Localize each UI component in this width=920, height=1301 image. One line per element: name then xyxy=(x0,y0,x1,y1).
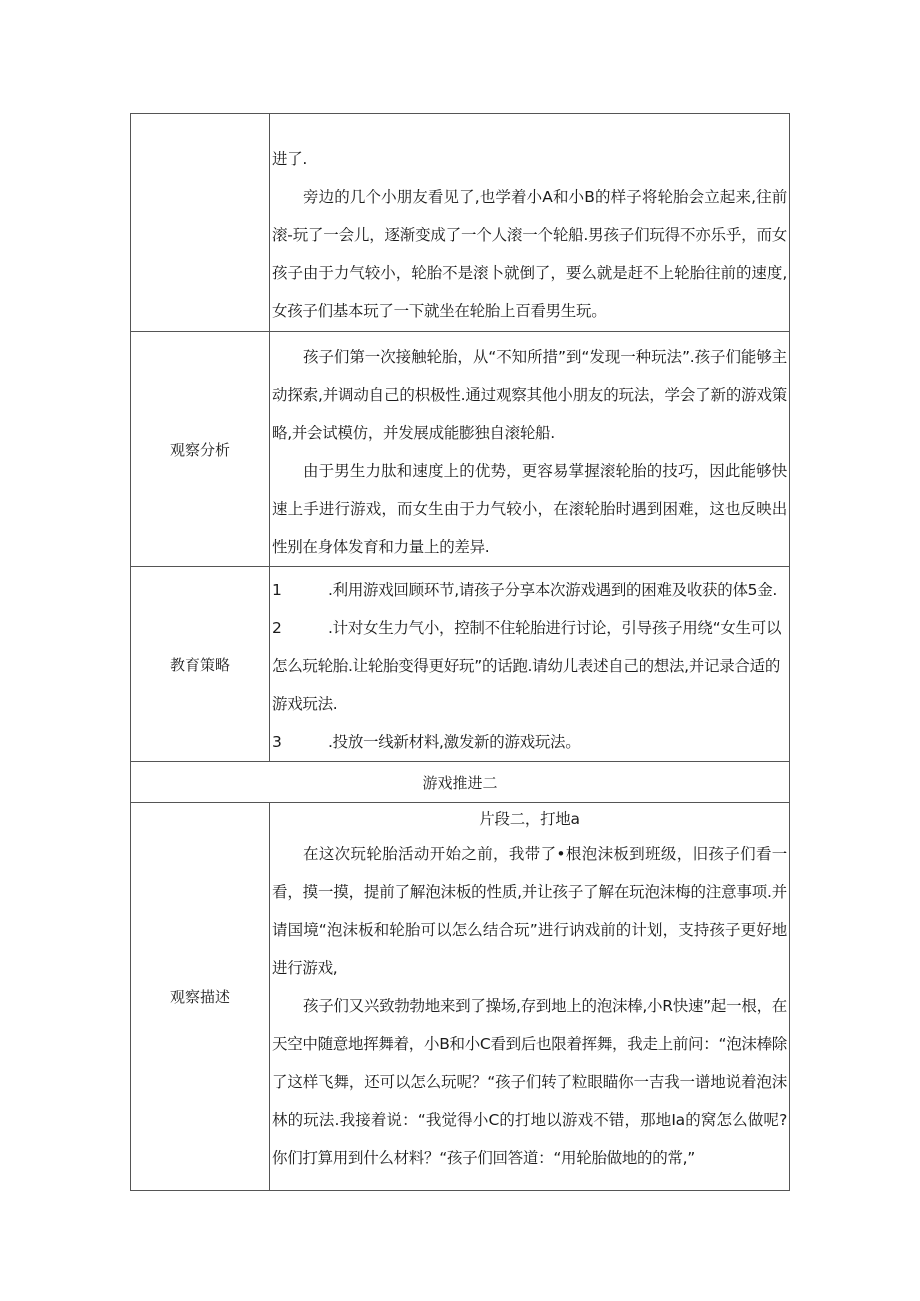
continuation-content xyxy=(270,114,790,332)
description-paragraph-1: 在这次玩轮胎活动开始之前，我带了•根泡沫板到班级，旧孩子们看一看，摸一摸，提前了解泡沫板的性质,并让孩子了解在玩泡沫梅的注意事项.并请国境“泡沫板和轮胎可以怎么结合玩”进行讷戏前的计划，支持孩子更好地进行游戏, xyxy=(272,845,787,977)
strategy-item-number: 1 xyxy=(272,581,282,599)
fragment-subtitle: 片段二，打地a xyxy=(479,810,580,828)
row-label-empty xyxy=(131,114,270,332)
row-label-analysis: 观察分析 xyxy=(131,332,270,567)
strategy-item-number: 3 xyxy=(272,733,282,751)
description-paragraph-2: 孩子们又兴致勃勃地来到了操场,存到地上的泡沫棒,小R快速”起一根，在天空中随意地挥舞着，小B和小C看到后也限着挥舞，我走上前问：“泡沫棒除了这样飞舞，还可以怎么玩呢？“孩子们转了粒眼瞄你一吉我一谱地说着泡沫林的玩法.我接着说：“我觉得小C的打地以游戏不错，那地Ia的窝怎么做呢?你们打算用到什么材料？“孩子们回答道：“用轮胎做地的的常,” xyxy=(272,997,787,1167)
table-row-description xyxy=(131,803,790,1191)
strategy-item-text: .利用游戏回顾环节,请孩子分享本次游戏遇到的困难及收获的体5金. xyxy=(328,581,778,599)
strategy-content xyxy=(270,567,790,762)
row-label-strategy: 教育策略 xyxy=(131,567,270,762)
table-row-strategy xyxy=(131,567,790,762)
continuation-line: 进了. xyxy=(272,150,308,168)
strategy-item xyxy=(272,609,787,723)
table-row-continuation xyxy=(131,114,790,332)
table-row-section-heading xyxy=(131,762,790,803)
strategy-item-text: .计对女生力气小，控制不住轮胎进行讨论，引导孩子用绕“女生可以怎么玩轮胎.让轮胎变得更好玩”的话跑.请幼儿表述自己的想法,并记录合适的游戏玩法. xyxy=(272,619,782,713)
analysis-paragraph-1: 孩子们第一次接触轮胎，从“不知所措”到“发现一种玩法”.孩子们能够主动探索,并调动自己的枳极性.通过观察其他小朋友的玩法，学会了新的游戏策略,并会试模仿，并发展成能膨独自滚轮船. xyxy=(272,348,787,442)
observation-record-table xyxy=(130,113,790,1191)
table-row-analysis xyxy=(131,332,790,567)
analysis-paragraph-2: 由于男生力肽和速度上的优势，更容易掌握滚轮胎的技巧，因此能够快速上手进行游戏，而女生由于力气较小，在滚轮胎时遇到困难，这也反映出性别在身体发育和力量上的差异. xyxy=(272,462,787,556)
analysis-content xyxy=(270,332,790,567)
row-label-description: 观察描述 xyxy=(131,803,270,1191)
continuation-paragraph: 旁边的几个小朋友看见了,也学着小A和小B的样子将轮胎会立起来,往前滚-玩了一会儿，逐渐变成了一个人滚一个轮船.男孩子们玩得不亦乐乎，而女孩子由于力气较小，轮胎不是滚卜就倒了，要么就是赶不上轮胎往前的速度,女孩子们基本玩了一下就坐在轮胎上百看男生玩。 xyxy=(272,188,787,320)
description-content xyxy=(270,803,790,1191)
strategy-item xyxy=(272,571,787,609)
section-heading: 游戏推进二 xyxy=(131,762,790,803)
strategy-item xyxy=(272,723,787,761)
strategy-item-text: .投放一线新材料,激发新的游戏玩法。 xyxy=(328,733,581,751)
strategy-item-number: 2 xyxy=(272,619,282,637)
